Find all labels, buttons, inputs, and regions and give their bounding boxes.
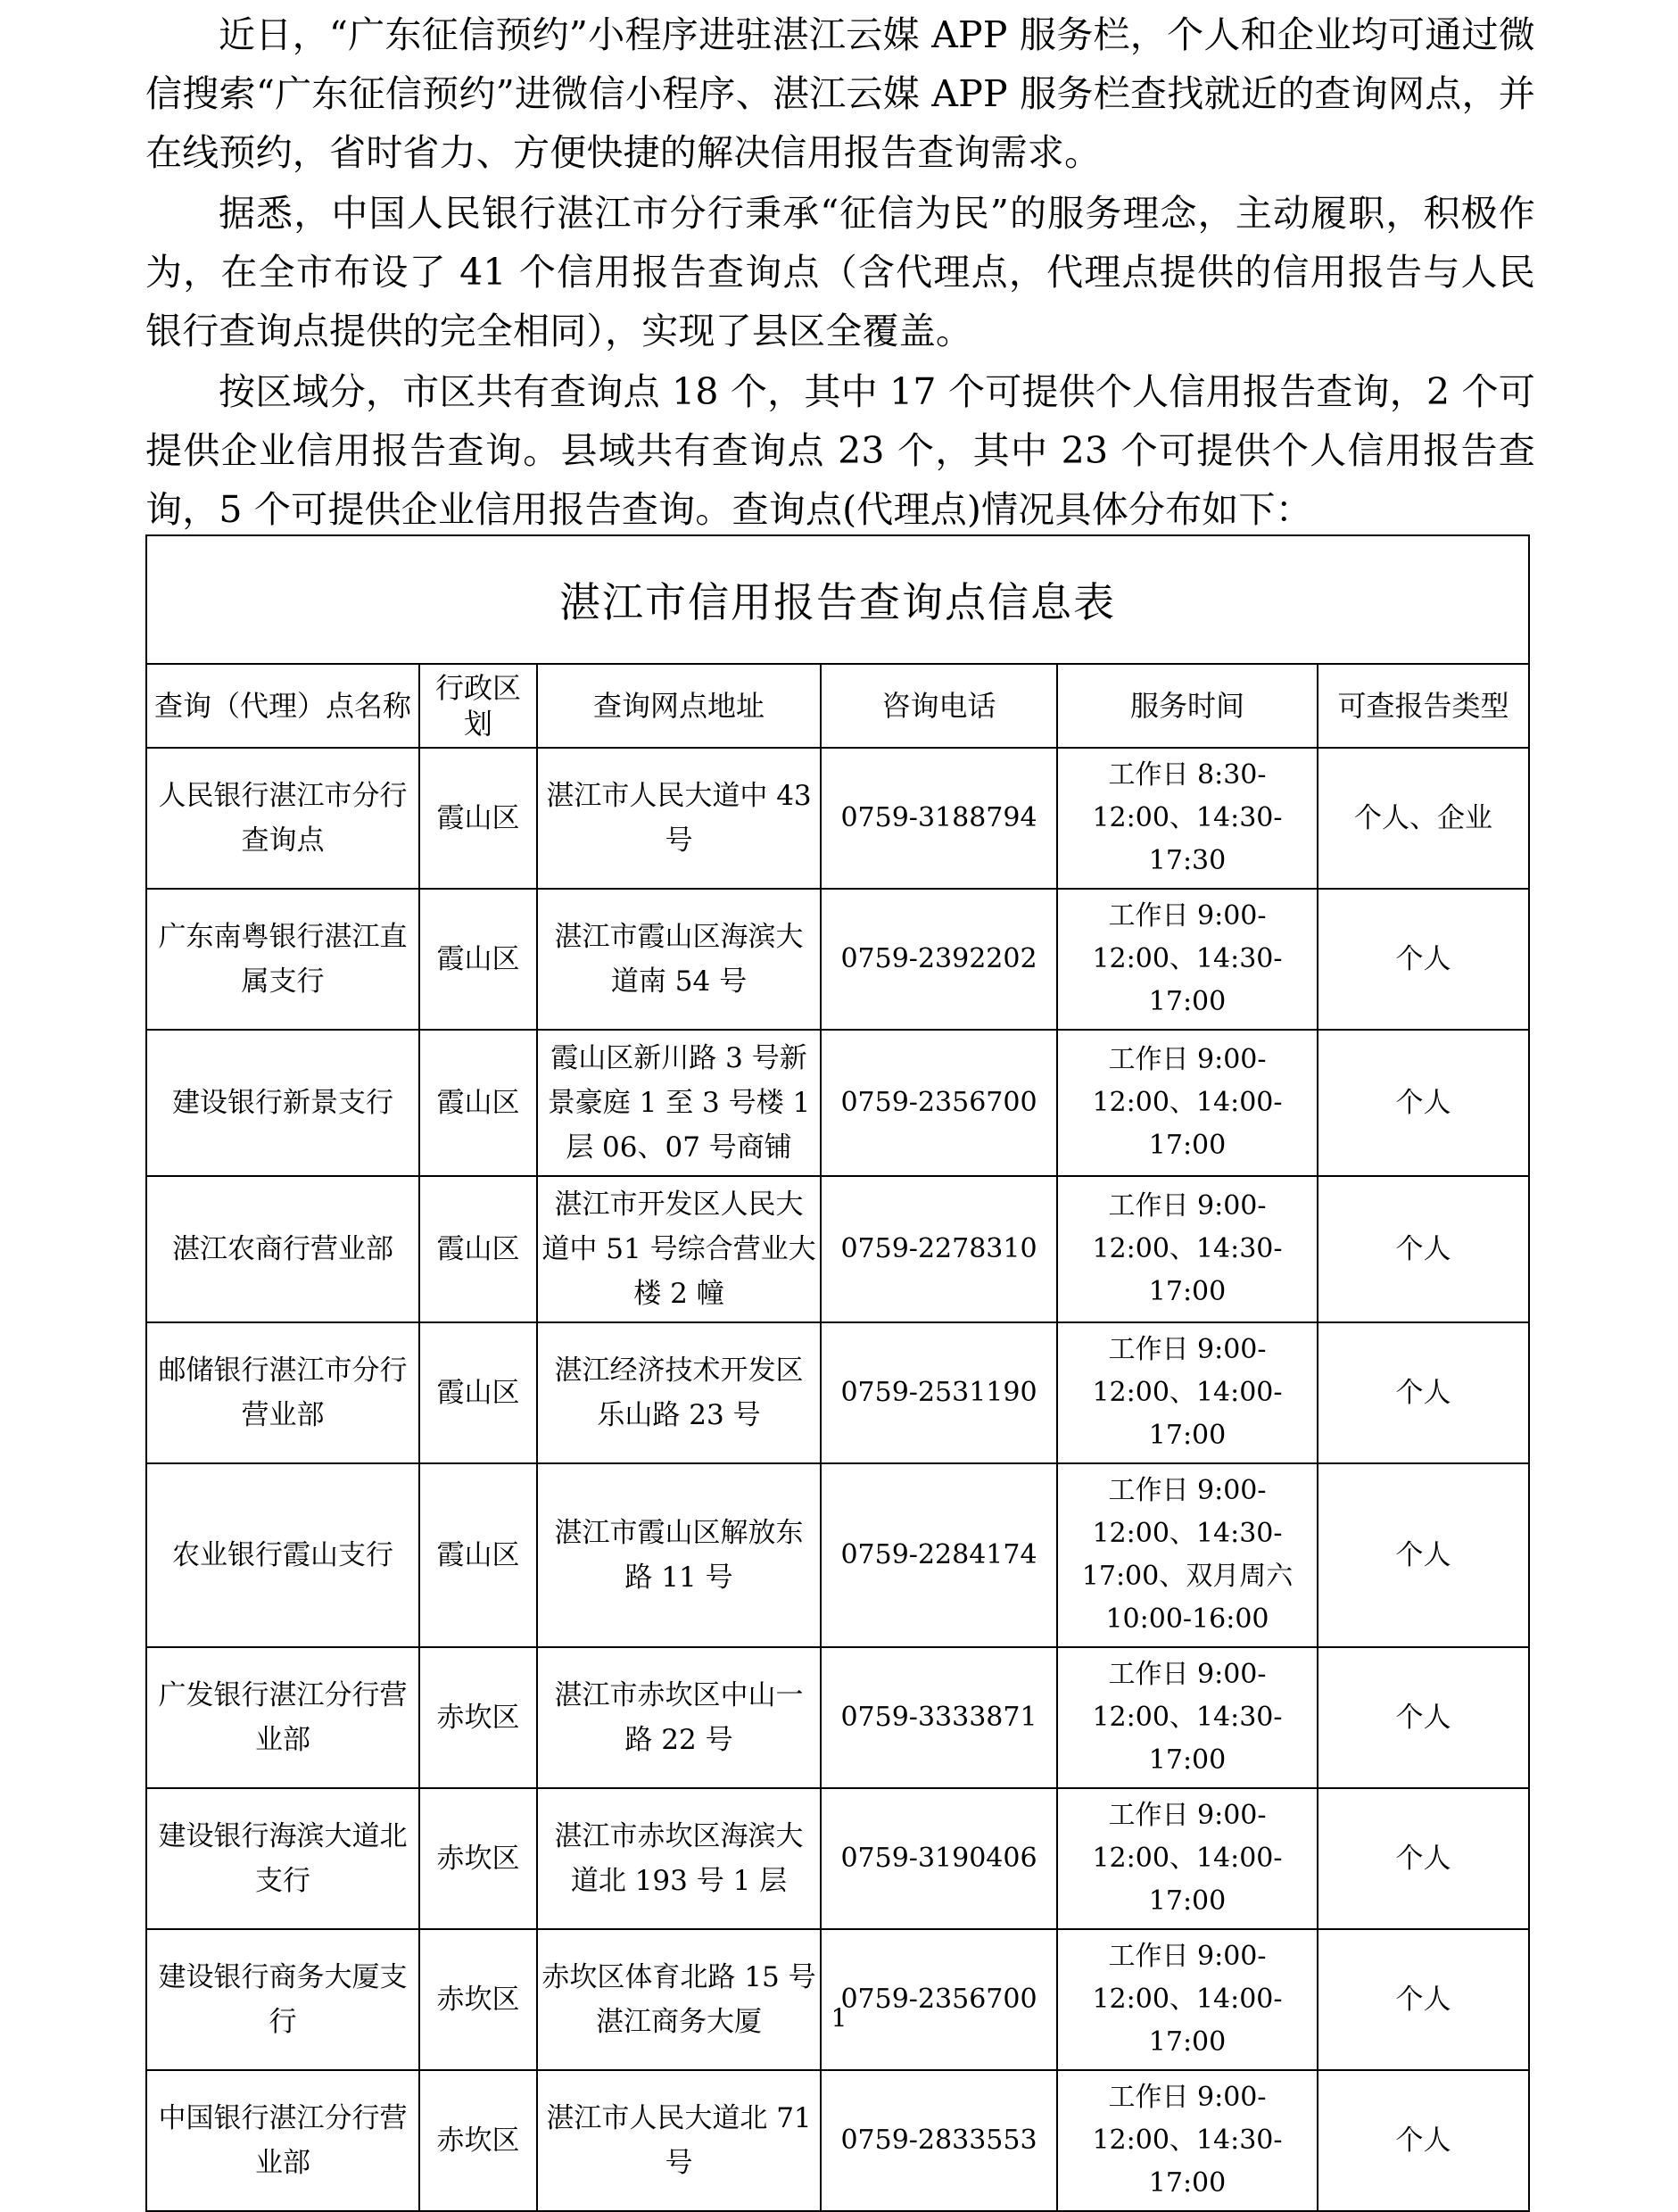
cell-district: 霞山区 — [419, 748, 537, 889]
cell-report-type: 个人 — [1318, 2070, 1529, 2211]
cell-district: 霞山区 — [419, 1322, 537, 1463]
cell-address: 霞山区新川路 3 号新景豪庭 1 至 3 号楼 1 层 06、07 号商铺 — [537, 1030, 821, 1176]
cell-point-name: 人民银行湛江市分行查询点 — [146, 748, 419, 889]
cell-service-hours: 工作日 9:00-12:00、14:30-17:00 — [1057, 2070, 1318, 2211]
cell-service-hours: 工作日 9:00-12:00、14:00-17:00 — [1057, 1322, 1318, 1463]
cell-service-hours: 工作日 9:00-12:00、14:30-17:00 — [1057, 1647, 1318, 1788]
cell-service-hours: 工作日 9:00-12:00、14:30-17:00、双月周六 10:00-16:00 — [1057, 1463, 1318, 1647]
table-title-row — [146, 535, 1529, 664]
cell-service-hours: 工作日 9:00-12:00、14:30-17:00 — [1057, 889, 1318, 1030]
cell-service-hours: 工作日 9:00-12:00、14:00-17:00 — [1057, 1030, 1318, 1176]
article-body — [145, 5, 1535, 539]
cell-service-hours: 工作日 8:30-12:00、14:30-17:30 — [1057, 748, 1318, 889]
cell-report-type: 个人 — [1318, 1176, 1529, 1322]
cell-point-name: 建设银行新景支行 — [146, 1030, 419, 1176]
cell-address: 湛江市霞山区海滨大道南 54 号 — [537, 889, 821, 1030]
column-header-type: 可查报告类型 — [1318, 664, 1529, 748]
table-header-row — [146, 664, 1529, 748]
table-row — [146, 1647, 1529, 1788]
cell-address: 湛江市开发区人民大道中 51 号综合营业大楼 2 幢 — [537, 1176, 821, 1322]
query-points-table — [145, 534, 1530, 2212]
cell-report-type: 个人、企业 — [1318, 748, 1529, 889]
cell-address: 湛江市霞山区解放东路 11 号 — [537, 1463, 821, 1647]
cell-service-hours: 工作日 9:00-12:00、14:00-17:00 — [1057, 1929, 1318, 2070]
cell-phone: 0759-2531190 — [821, 1322, 1057, 1463]
table-row — [146, 1322, 1529, 1463]
cell-phone: 0759-2356700 — [821, 1929, 1057, 2070]
paragraph-1: 近日，“广东征信预约”小程序进驻湛江云媒 APP 服务栏，个人和企业均可通过微信搜索“广东征信预约”进微信小程序、湛江云媒 APP 服务栏查找就近的查询网点，并在线预约，省时省力、方便快捷的解决信用报告查询需求。 — [145, 13, 1535, 174]
cell-address: 湛江市赤坎区中山一路 22 号 — [537, 1647, 821, 1788]
cell-district: 霞山区 — [419, 1176, 537, 1322]
table-title: 湛江市信用报告查询点信息表 — [146, 535, 1529, 664]
cell-phone: 0759-2278310 — [821, 1176, 1057, 1322]
column-header-name: 查询（代理）点名称 — [146, 664, 419, 748]
cell-report-type: 个人 — [1318, 1929, 1529, 2070]
table-row — [146, 2070, 1529, 2211]
query-points-table-container — [145, 534, 1528, 2212]
cell-phone: 0759-3188794 — [821, 748, 1057, 889]
cell-district: 赤坎区 — [419, 1929, 537, 2070]
cell-point-name: 广东南粤银行湛江直属支行 — [146, 889, 419, 1030]
table-row — [146, 748, 1529, 889]
cell-report-type: 个人 — [1318, 1322, 1529, 1463]
table-row — [146, 1030, 1529, 1176]
paragraph-3: 按区域分，市区共有查询点 18 个，其中 17 个可提供个人信用报告查询，2 个可提供企业信用报告查询。县域共有查询点 23 个，其中 23 个可提供个人信用报告查询，5 个可提供企业信用报告查询。查询点(代理点)情况具体分布如下： — [145, 370, 1535, 531]
cell-point-name: 建设银行海滨大道北支行 — [146, 1788, 419, 1929]
page-number: 1 — [831, 2003, 847, 2033]
column-header-phone: 咨询电话 — [821, 664, 1057, 748]
cell-district: 赤坎区 — [419, 1788, 537, 1929]
cell-phone: 0759-2284174 — [821, 1463, 1057, 1647]
table-row — [146, 1176, 1529, 1322]
cell-service-hours: 工作日 9:00-12:00、14:30-17:00 — [1057, 1176, 1318, 1322]
cell-phone: 0759-2356700 — [821, 1030, 1057, 1176]
paragraph-2: 据悉，中国人民银行湛江市分行秉承“征信为民”的服务理念，主动履职，积极作为，在全市布设了 41 个信用报告查询点（含代理点，代理点提供的信用报告与人民银行查询点提供的完全相同），实现了县区全覆盖。 — [145, 192, 1535, 352]
column-header-hours: 服务时间 — [1057, 664, 1318, 748]
cell-phone: 0759-3190406 — [821, 1788, 1057, 1929]
cell-point-name: 邮储银行湛江市分行营业部 — [146, 1322, 419, 1463]
cell-report-type: 个人 — [1318, 1030, 1529, 1176]
cell-report-type: 个人 — [1318, 1463, 1529, 1647]
cell-phone: 0759-3333871 — [821, 1647, 1057, 1788]
cell-address: 湛江市人民大道北 71 号 — [537, 2070, 821, 2211]
cell-point-name: 湛江农商行营业部 — [146, 1176, 419, 1322]
cell-service-hours: 工作日 9:00-12:00、14:00-17:00 — [1057, 1788, 1318, 1929]
cell-district: 赤坎区 — [419, 1647, 537, 1788]
table-row — [146, 1929, 1529, 2070]
cell-district: 霞山区 — [419, 1463, 537, 1647]
cell-phone: 0759-2833553 — [821, 2070, 1057, 2211]
cell-point-name: 中国银行湛江分行营业部 — [146, 2070, 419, 2211]
cell-point-name: 农业银行霞山支行 — [146, 1463, 419, 1647]
cell-report-type: 个人 — [1318, 1788, 1529, 1929]
cell-report-type: 个人 — [1318, 1647, 1529, 1788]
table-row — [146, 1788, 1529, 1929]
cell-district: 霞山区 — [419, 889, 537, 1030]
cell-district: 霞山区 — [419, 1030, 537, 1176]
cell-point-name: 广发银行湛江分行营业部 — [146, 1647, 419, 1788]
cell-address: 湛江市赤坎区海滨大道北 193 号 1 层 — [537, 1788, 821, 1929]
cell-phone: 0759-2392202 — [821, 889, 1057, 1030]
table-row — [146, 1463, 1529, 1647]
table-row — [146, 889, 1529, 1030]
cell-address: 湛江经济技术开发区乐山路 23 号 — [537, 1322, 821, 1463]
cell-address: 赤坎区体育北路 15 号湛江商务大厦 — [537, 1929, 821, 2070]
cell-report-type: 个人 — [1318, 889, 1529, 1030]
cell-district: 赤坎区 — [419, 2070, 537, 2211]
cell-point-name: 建设银行商务大厦支行 — [146, 1929, 419, 2070]
column-header-district: 行政区划 — [419, 664, 537, 748]
cell-address: 湛江市人民大道中 43 号 — [537, 748, 821, 889]
column-header-address: 查询网点地址 — [537, 664, 821, 748]
